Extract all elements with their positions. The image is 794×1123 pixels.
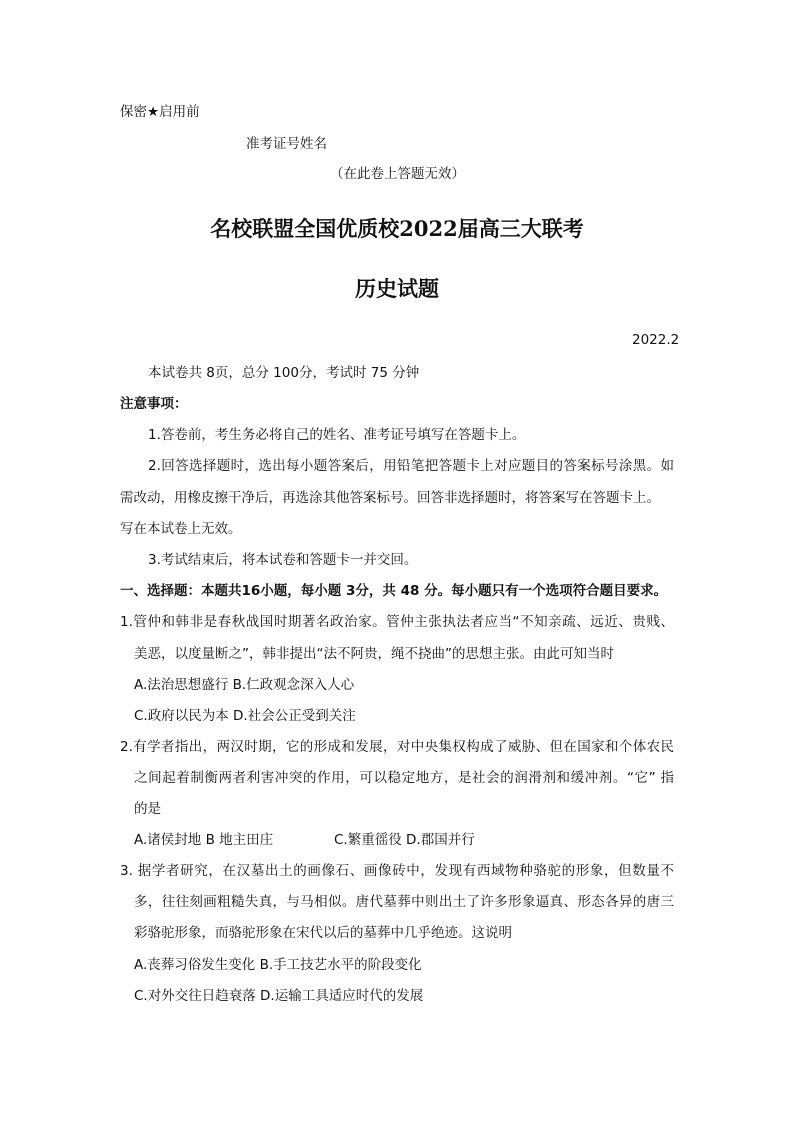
question-2-text: 的是 [134,801,161,817]
candidate-info-label: 准考证号姓名 [246,136,327,152]
exam-info: 本试卷共 8页，总分 100分，考试时 75 分钟 [148,365,420,381]
invalid-answer-note: （在此卷上答题无效） [330,166,465,182]
question-3-options: A.丧葬习俗发生变化 B.手工技艺水平的阶段变化 [134,957,422,973]
question-2-options: A.诸侯封地 B 地主田庄 [134,832,274,848]
question-2-options: C.繁重徭役 D.郡国并行 [334,832,475,848]
notes-heading: 注意事项： [120,396,188,412]
exam-title: 名校联盟全国优质校2022届高三大联考 [210,216,584,241]
note-item: 需改动，用橡皮擦干净后，再选涂其他答案标号。回答非选择题时，将答案写在答题卡上。 [120,490,660,506]
section-heading: 一、选择题：本题共16小题，每小题 3分，共 48 分。每小题只有一个选项符合题目要求。 [120,583,668,599]
question-3-text: 彩骆驼形象，而骆驼形象在宋代以后的墓葬中几乎绝迹。这说明 [134,925,512,941]
question-1-options: A.法治思想盛行 B.仁政观念深入人心 [134,677,355,693]
question-3-text: 多，往往刻画粗糙失真，与马相似。唐代墓葬中则出土了许多形象逼真、形态各异的唐三 [134,894,674,910]
note-item: 写在本试卷上无效。 [120,521,242,537]
exam-date: 2022.2 [632,332,680,348]
note-item: 1.答卷前，考生务必将自己的姓名、准考证号填写在答题卡上。 [148,427,526,443]
question-1-text: 1.管仲和韩非是春秋战国时期著名政治家。管仲主张执法者应当“不知亲疏、远近、贵贱、 [120,614,674,630]
question-1-text: 美恶，以度量断之”，韩非提出“法不阿贵，绳不挠曲”的思想主张。由此可知当时 [134,646,614,662]
question-2-text: 2.有学者指出，两汉时期，它的形成和发展，对中央集权构成了威胁、但在国家和个体农民 [120,739,674,755]
note-item: 3.考试结束后，将本试卷和答题卡一并交回。 [148,552,418,568]
question-3-options: C.对外交往日趋衰落 D.运输工具适应时代的发展 [134,988,424,1004]
subject-title: 历史试题 [355,276,439,301]
note-item: 2.回答选择题时，选出每小题答案后，用铅笔把答题卡上对应题目的答案标号涂黑。如 [148,458,674,474]
question-3-text: 3. 据学者研究，在汉墓出土的画像石、画像砖中，发现有西域物种骆驼的形象，但数量不 [120,863,674,879]
confidential-label: 保密★启用前 [120,104,200,120]
question-1-options: C.政府以民为本 D.社会公正受到关注 [134,708,356,724]
question-2-text: 之间起着制衡两者利害冲突的作用，可以稳定地方，是社会的润滑剂和缓冲剂。“它” 指 [134,770,674,786]
